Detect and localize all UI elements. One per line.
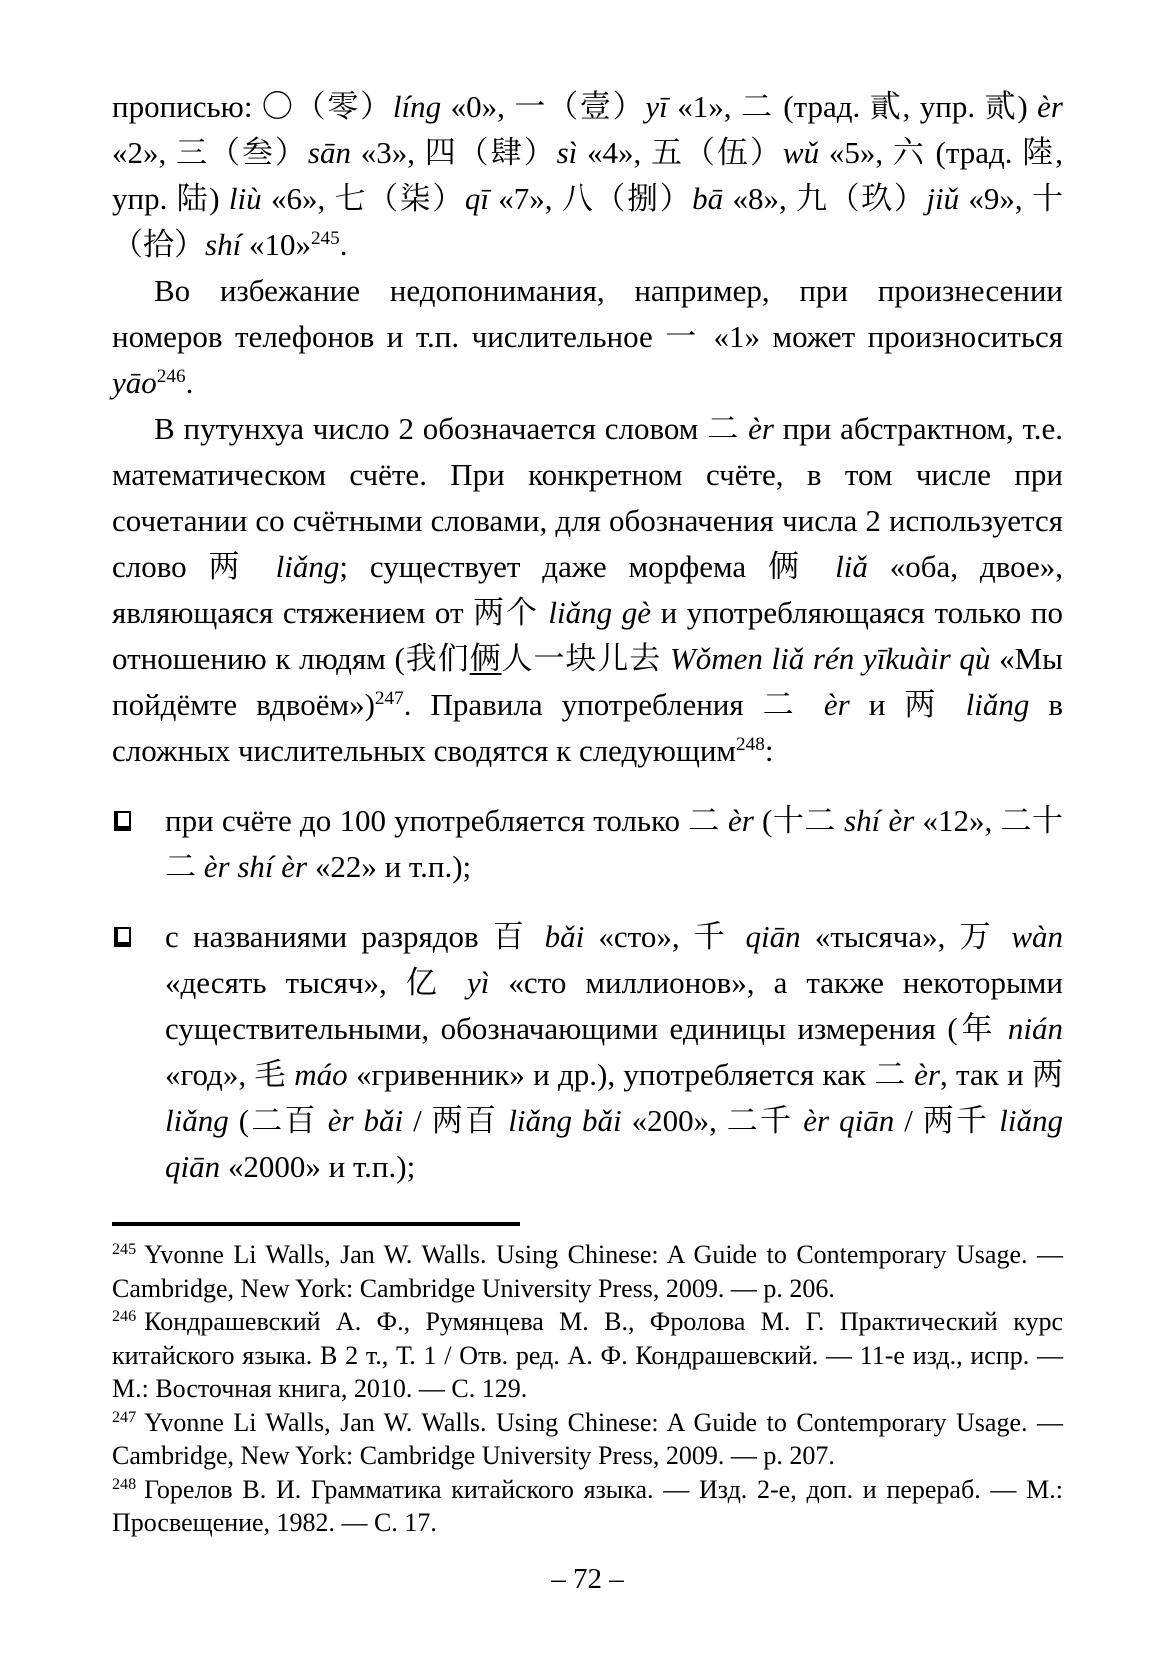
footnote-text: Горелов В. И. Грамматика китайского языка. — Изд. 2-е, доп. и перераб. — М.: Просвещение, 1982. — С. 17. [112,1474,1063,1537]
list-item-rule-under-100 [112,798,1063,890]
paragraph-er-liang: В путунхуа число 2 обозначается словом 二 èr при абстрактном, т.е. математическом счёте. При конкретном счёте, в том числе при сочетании со счётными словами, для обозначения числа 2 используется слово 两 liǎng; существует даже морфема 俩 liǎ «оба, двое», являющаяся стяжением от 两个 liǎng gè и употребляющаяся только по отношению к людям (我们俩人一块儿去 Wǒmen liǎ rén yīkuàir qù «Мы пойдёмте вдвоём»)$^{247}$. Правила употребления 二 èr и 两 liǎng в сложных числительных сводятся к следующим$^{248}$: [112,411,1064,768]
footnote-text: Yvonne Li Walls, Jan W. Walls. Using Chinese: A Guide to Contemporary Usage. — Cambridge, New York: Cambridge University Press, 2009. — p. 206. [112,1240,1063,1303]
footnote-text: Yvonne Li Walls, Jan W. Walls. Using Chinese: A Guide to Contemporary Usage. — Cambridge, New York: Cambridge University Press, 2009. — p. 207. [112,1407,1063,1470]
footnote-ref-number: 246 [112,1308,137,1326]
footnote-separator [112,1222,520,1226]
footnote-ref-number: 245 [112,1241,137,1259]
footnote-248 [112,1473,1063,1540]
footnote-245 [112,1238,1063,1305]
rules-bullet-list [112,798,1063,1190]
footnote-246 [112,1305,1063,1406]
bullet-text: с названиями разрядов 百 bǎi «сто», 千 qiān «тысяча», 万 wàn «десять тысяч», 亿 yì «сто миллионов», а также некоторыми существительными, обозначающими единицы измерения (年 nián «год», 毛 máo «гривенник» и др.), употребляется как 二 èr, так и 两 liǎng (二百 èr bǎi / 两百 liǎng bǎi «200», 二千 èr qiān / 两千 liǎng qiān «2000» и т.п.); [165,919,1064,1184]
footnote-ref-number: 247 [112,1408,137,1426]
list-item-rule-rank-names [112,914,1063,1190]
bullet-text: при счёте до 100 употребляется только 二 èr (十二 shí èr «12», 二十二 èr shí èr «22» и т.п.); [165,803,1064,884]
square-bullet-icon [114,927,131,947]
footnote-247 [112,1406,1063,1473]
footnote-ref-number: 248 [112,1475,137,1493]
page-number: – 72 – [551,1562,624,1595]
paragraph-yao: Во избежание недопонимания, например, при произнесении номеров телефонов и т.п. числительное 一 «1» может произноситься yāo$^{246}$. [112,273,1063,400]
footnote-text: Кондрашевский А. Ф., Румянцева М. В., Фролова М. Г. Практический курс китайского языка. В 2 т., Т. 1 / Отв. ред. А. Ф. Кондрашевский. — 11-е изд., испр. — М.: Восточная книга, 2010. — С. 129. [112,1307,1063,1403]
footnotes-section [112,1238,1063,1540]
paragraph-numerals-written-form: прописью: 〇（零）líng «0», 一（壹）yī «1», 二 (трад. 貳, упр. 贰) èr «2», 三（叁）sān «3», 四（肆）sì «4», 五（伍）wǔ «5», 六 (трад. 陸, упр. 陆) liù «6», 七（柒）qī «7», 八（捌）bā «8», 九（玖）jiǔ «9», 十（拾）shí «10»$^{245}$. [112,89,1064,262]
square-bullet-icon [114,811,131,831]
